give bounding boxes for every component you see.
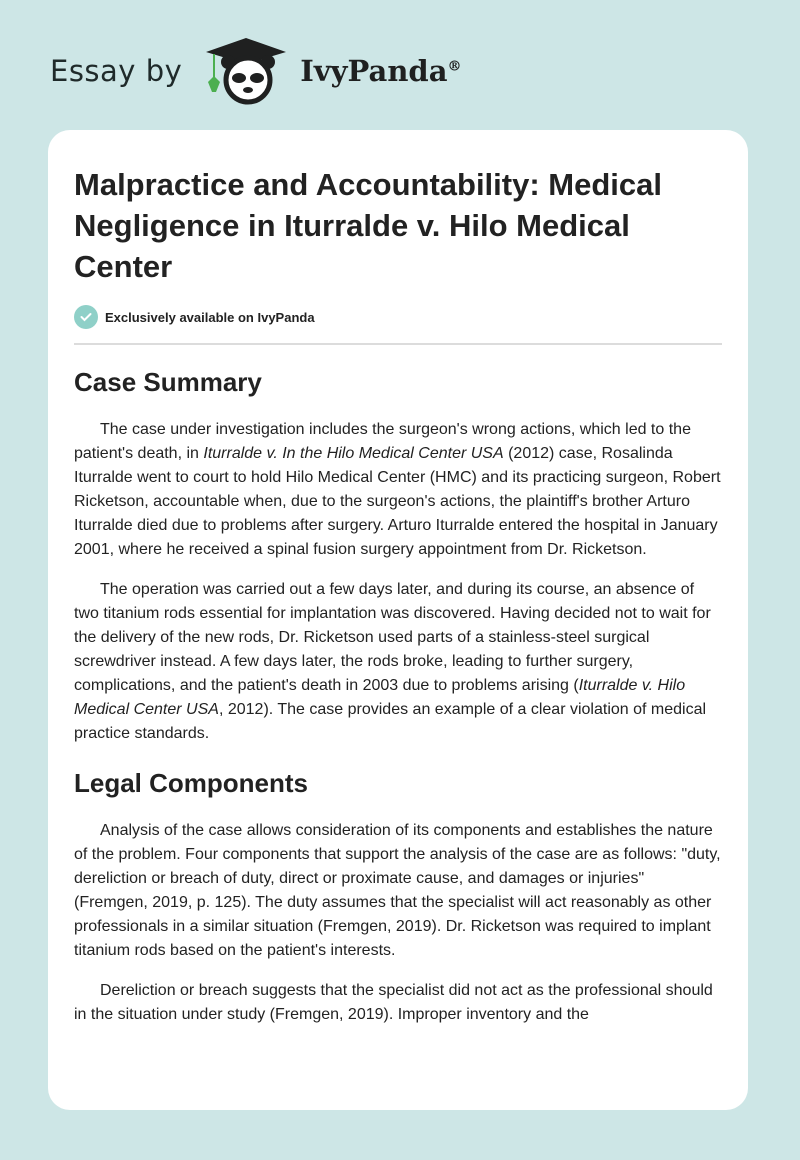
- registered-mark: ®: [447, 58, 462, 75]
- brand-text: IvyPanda: [300, 54, 448, 88]
- essay-card: [48, 130, 748, 1110]
- divider: [74, 343, 722, 345]
- section-heading: Case Summary: [74, 367, 262, 397]
- text-segment: The operation was carried out a few days later, and during its course, an absence of two titanium rods essential for implantation was discovered. Having decided not to wait for the delivery of the new rods, Dr. Ricketson used parts of a stainless-steel surgical screwdriver instead. A few days later, the rods broke, leading to further surgery, complications, and the patient's death in 2003 due to problems arising (: [74, 581, 711, 694]
- essay-body: [74, 367, 722, 1027]
- paragraph: [74, 418, 722, 562]
- text-segment: Analysis of the case allows consideration of its components and establishes the nature of the problem. Four components that support the analysis of the case are as follows: "duty, dereliction or breach of duty, direct or proximate cause, and damages or injuries" (Fremgen, 2019, p. 125). The duty assumes that the specialist will act reasonably as other professionals in a similar situation (Fremgen, 2019). Dr. Ricketson was required to implant titanium rods based on the patient's interests.: [74, 822, 721, 959]
- check-icon: [74, 305, 98, 329]
- text-segment: Dereliction or breach suggests that the specialist did not act as the professional should in the situation under study (Fremgen, 2019). Improper inventory and the: [74, 982, 713, 1023]
- text-segment: , 2012). The case provides an example of a clear violation of medical practice standards.: [74, 701, 707, 742]
- site-header: [50, 36, 462, 106]
- badge-label: Exclusively available on IvyPanda: [105, 309, 315, 325]
- text-segment: The case under investigation includes the surgeon's wrong actions, which led to the patient's death, in: [74, 421, 691, 462]
- paragraph: [74, 819, 722, 963]
- case-citation: Iturralde v. Hilo Medical Center USA: [74, 677, 686, 718]
- section-heading: Legal Components: [74, 768, 309, 798]
- page-title: Malpractice and Accountability: Medical Negligence in Iturralde v. Hilo Medical Center: [74, 167, 662, 284]
- text-segment: (2012) case, Rosalinda Iturralde went to court to hold Hilo Medical Center (HMC) and its practicing surgeon, Robert Ricketson, accountable when, due to the surgeon's actions, the plaintiff's brother Arturo Iturralde died due to problems after surgery. Arturo Iturralde entered the hospital in January 2001, where he received a spinal fusion surgery appointment from Dr. Ricketson.: [74, 445, 721, 558]
- exclusive-badge: [74, 305, 722, 329]
- panda-logo-icon[interactable]: [202, 36, 290, 106]
- case-citation: Iturralde v. In the Hilo Medical Center USA: [203, 445, 504, 462]
- paragraph: [74, 979, 722, 1027]
- essay-by-label: Essay by: [50, 54, 183, 88]
- brand-name[interactable]: [300, 54, 461, 88]
- paragraph: [74, 578, 722, 746]
